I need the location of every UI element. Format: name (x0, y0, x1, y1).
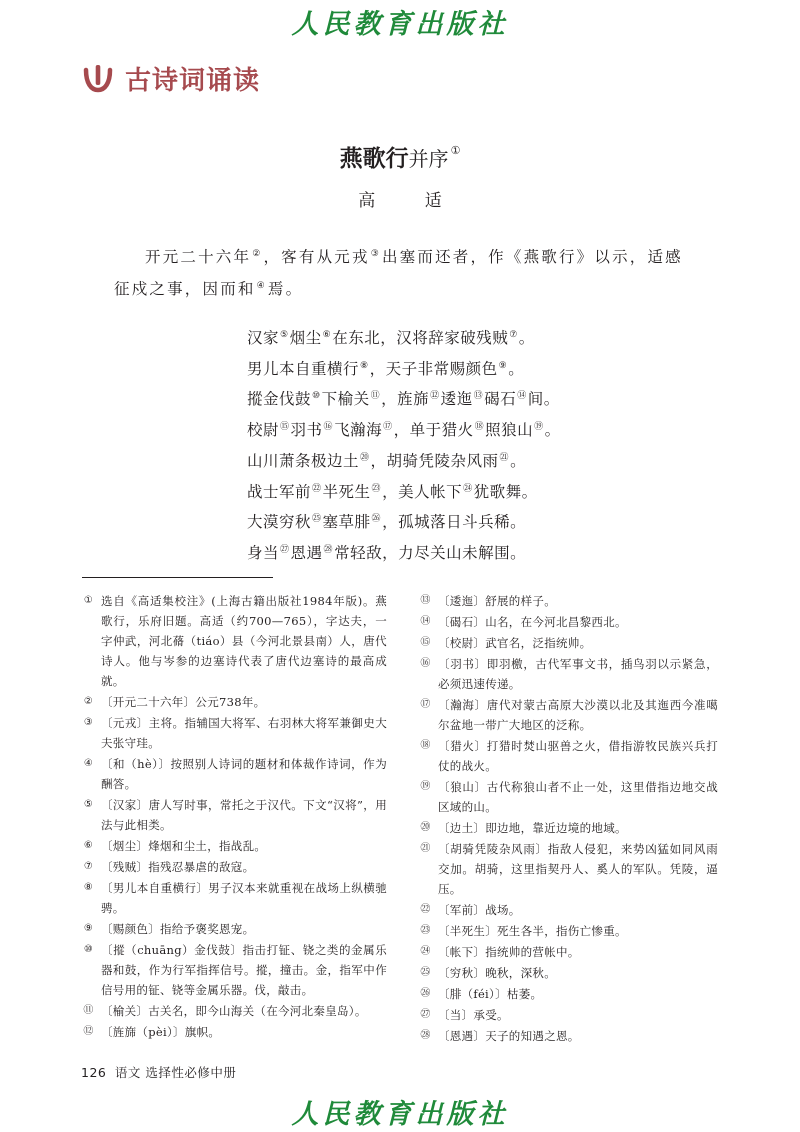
footnote-text: 〔旌旆（pèi）〕旗帜。 (101, 1025, 221, 1039)
footnote (418, 900, 718, 920)
footnote-text: 选自《高适集校注》(上海古籍出版社1984年版)。燕歌行，乐府旧题。高适（约700—765），字达夫，一字仲武，河北蓨（tiáo）县（今河北景县南）人，唐代诗人。他与岑参的边塞诗代表了唐代边塞诗的最高成就。 (101, 594, 387, 688)
text-segment: 碣石 (484, 390, 517, 409)
note-ref: ㉑ (499, 452, 510, 463)
text-segment: 间。 (527, 390, 560, 409)
footnote-text: 〔边土〕即边地，靠近边境的地域。 (438, 821, 627, 835)
note-ref: ⑩ (312, 391, 321, 402)
footnote-text: 〔胡骑凭陵杂风雨〕指敌人侵犯，来势凶猛如同风雨交加。胡骑，这里指契丹人、奚人的军队。凭陵，逼压。 (438, 842, 718, 896)
text-segment: ，旌旆 (381, 390, 430, 409)
section-title: 古诗词诵读 (125, 65, 261, 96)
text-segment: 校尉 (247, 421, 280, 440)
footnote-text: 〔半死生〕死生各半，指伤亡惨重。 (438, 924, 627, 938)
footnote (418, 695, 718, 735)
note-ref: ⑭ (517, 391, 527, 402)
text-segment: 汉家 (247, 329, 280, 347)
text-segment: 飞瀚海 (334, 421, 383, 440)
footnote (81, 919, 387, 939)
verse-line (247, 445, 561, 476)
footnote (81, 713, 387, 753)
text-segment: 犹歌舞。 (473, 482, 538, 501)
note-ref: ② (252, 249, 263, 259)
footnote (81, 836, 387, 856)
text-segment: 半死生 (322, 482, 371, 501)
text-segment: 焉。 (267, 280, 304, 298)
verse-line (247, 537, 561, 568)
section-header (81, 58, 260, 98)
footnote (418, 736, 718, 776)
footnote-text: 〔碣石〕山名，在今河北昌黎西北。 (438, 615, 627, 629)
footnote-number: ⑧ (83, 881, 94, 893)
footnote-text: 〔残贼〕指残忍暴虐的敌寇。 (101, 860, 255, 874)
footnote-text: 〔当〕承受。 (438, 1008, 509, 1022)
note-ref: ⑧ (360, 360, 369, 371)
section-book-icon (81, 61, 115, 95)
note-ref: ⑤ (280, 330, 289, 340)
text-segment: 逶迤 (440, 390, 473, 409)
note-ref: ㉕ (312, 514, 322, 525)
text-segment: 烟尘 (289, 329, 322, 347)
footnote-text: 〔逶迤〕舒展的样子。 (438, 594, 556, 608)
footnote-text: 〔瀚海〕唐代对蒙古高原大沙漠以北及其迤西今准噶尔盆地一带广大地区的泛称。 (438, 698, 718, 732)
poem-title-note-ref: ① (450, 144, 461, 157)
footnote-number: ⑤ (83, 798, 94, 810)
text-segment: 战士军前 (247, 482, 312, 501)
text-segment: 大漠穷秋 (247, 513, 312, 532)
note-ref: ⑦ (509, 330, 518, 340)
footnote-text: 〔狼山〕古代称狼山者不止一处，这里借指边地交战区域的山。 (438, 780, 718, 814)
footnote (81, 1022, 387, 1042)
footnote (418, 1005, 718, 1025)
footnote-text: 〔赐颜色〕指给予褒奖恩宠。 (101, 922, 255, 936)
text-segment: 身当 (247, 543, 280, 562)
poem-verses (247, 322, 561, 568)
text-segment: ，客有从元戎 (263, 248, 370, 266)
note-ref: ㉗ (280, 544, 290, 555)
footnote-number: ③ (83, 716, 94, 728)
footnote-number: ⑭ (420, 615, 431, 627)
footnote (418, 612, 718, 632)
text-segment: ，胡骑凭陵杂风雨 (370, 451, 499, 470)
poem-title (0, 136, 800, 174)
note-ref: ⑳ (360, 452, 370, 463)
note-ref: ⑬ (473, 391, 484, 402)
footnote-number: ㉔ (420, 945, 431, 957)
footnote-number: ① (83, 594, 94, 606)
footnote-number: ㉑ (420, 842, 431, 854)
text-segment: 山川萧条极边土 (247, 451, 360, 470)
footnote-text: 〔汉家〕唐人写时事，常托之于汉代。下文“汉将”，用法与此相类。 (101, 798, 387, 832)
footnote-text: 〔开元二十六年〕公元738年。 (101, 695, 266, 709)
note-ref: ⑫ (430, 391, 440, 402)
text-segment: 在东北，汉将辞家破残贼 (332, 329, 509, 347)
footnote (418, 963, 718, 983)
footnote-number: ㉓ (420, 924, 431, 936)
footnote-text: 〔穷秋〕晚秋，深秋。 (438, 966, 556, 980)
footnote-number: ⑪ (83, 1004, 94, 1016)
footnote (81, 754, 387, 794)
footnote (81, 1001, 387, 1021)
footnote-divider (82, 577, 273, 578)
footnote-text: 〔军前〕战场。 (438, 903, 521, 917)
page-footer (81, 1063, 236, 1081)
text-segment: 。 (544, 421, 561, 440)
note-ref: ㉔ (463, 483, 473, 494)
footnote-number: ㉕ (420, 966, 431, 978)
text-segment: 男儿本自重横行 (247, 359, 360, 378)
footnote (418, 921, 718, 941)
text-segment: 。 (518, 329, 535, 347)
verse-line (247, 506, 561, 537)
verse-line (247, 476, 561, 507)
footnote-number: ㉖ (420, 987, 431, 999)
text-segment: 开元二十六年 (145, 248, 252, 266)
footnote (418, 654, 718, 694)
text-segment: ，孤城落日斗兵稀。 (382, 513, 527, 532)
verse-line (247, 322, 561, 353)
note-ref: ⑰ (383, 422, 393, 433)
note-ref: ㉖ (371, 514, 382, 525)
footnote (81, 692, 387, 712)
book-name: 语文 选择性必修中册 (114, 1065, 237, 1080)
footnote-number: ⑱ (420, 739, 431, 751)
footnote-text: 〔腓（féi）〕枯萎。 (438, 987, 543, 1001)
footnote-number: ⑦ (83, 860, 94, 872)
text-segment: 羽书 (290, 421, 323, 440)
verse-line (247, 383, 561, 414)
text-segment: 摐金伐鼓 (247, 390, 312, 409)
footnote (81, 795, 387, 835)
poem-preface (114, 240, 694, 304)
footnote (418, 942, 718, 962)
footnote-number: ㉗ (420, 1008, 431, 1020)
text-segment: 常轻敌，力尽关山未解围。 (334, 543, 527, 562)
footnote-number: ㉘ (420, 1029, 431, 1041)
note-ref: ⑲ (534, 422, 544, 433)
footnote-number: ② (83, 695, 94, 707)
footnote (418, 1026, 718, 1046)
text-segment: 。 (508, 359, 525, 378)
note-ref: ⑯ (323, 422, 334, 433)
footnote-number: ⑰ (420, 698, 431, 710)
footnote (81, 878, 387, 918)
footnote (81, 591, 387, 691)
footnote-text: 〔男儿本自重横行〕男子汉本来就重视在战场上纵横驰骋。 (101, 881, 387, 915)
footnote-number: ⑮ (420, 636, 431, 648)
footnote-text: 〔恩遇〕天子的知遇之恩。 (438, 1029, 580, 1043)
verse-line (247, 353, 561, 384)
verse-line (247, 414, 561, 445)
footnote-number: ⑯ (420, 657, 431, 669)
footnote-text: 〔元戎〕主将。指辅国大将军、右羽林大将军兼御史大夫张守珪。 (101, 716, 387, 750)
text-segment: ，天子非常赐颜色 (369, 359, 498, 378)
footnote (418, 818, 718, 838)
footnote (81, 857, 387, 877)
note-ref: ⑮ (280, 422, 290, 433)
note-ref: ㉘ (323, 544, 334, 555)
footnotes-left-column (81, 591, 387, 1043)
note-ref: ⑨ (498, 360, 508, 371)
footnote-number: ⑥ (83, 839, 94, 851)
footnote-text: 〔羽书〕即羽檄，古代军事文书，插鸟羽以示紧急，必须迅速传递。 (438, 657, 718, 691)
footnote-number: ⑳ (420, 821, 431, 833)
text-segment: 出塞而还者，作《燕歌行》以示，适感征戍之事，因而和 (114, 248, 683, 298)
footnote-number: ⑬ (420, 594, 431, 606)
publisher-logo-top: 人民教育出版社 (291, 9, 509, 40)
poem-author: 高 适 (358, 191, 464, 211)
footnote-text: 〔烟尘〕烽烟和尘土，指战乱。 (101, 839, 267, 853)
note-ref: ㉒ (312, 483, 322, 494)
footnotes-right-column (418, 591, 718, 1047)
footnote (418, 777, 718, 817)
note-ref: ③ (370, 249, 381, 259)
page-number: 126 (81, 1065, 107, 1080)
footnote-text: 〔帐下〕指统帅的营帐中。 (438, 945, 580, 959)
footnote (81, 940, 387, 1000)
footnote (418, 984, 718, 1004)
footnote-number: ⑲ (420, 780, 431, 792)
text-segment: 照狼山 (485, 421, 534, 440)
footnote-text: 〔猎火〕打猎时焚山驱兽之火，借指游牧民族兴兵打仗的战火。 (438, 739, 718, 773)
footnote-text: 〔榆关〕古关名，即今山海关（在今河北秦皇岛）。 (101, 1004, 367, 1018)
footnote-number: ⑩ (83, 943, 94, 955)
footnote (418, 633, 718, 653)
footnote-text: 〔摐（chuāng）金伐鼓〕指击打钲、铙之类的金属乐器和鼓，作为行军指挥信号。摐，撞击。金，指军中作信号用的钲、铙等金属乐器。伐，敲击。 (101, 943, 387, 997)
footnote (418, 591, 718, 611)
text-segment: 下榆关 (321, 390, 370, 409)
note-ref: ㉓ (371, 483, 382, 494)
footnote-number: ⑫ (83, 1025, 94, 1037)
footnote-number: ④ (83, 757, 94, 769)
text-segment: 塞草腓 (322, 513, 371, 532)
note-ref: ④ (256, 281, 267, 291)
poem-title-sub: 并序 (408, 147, 449, 171)
publisher-logo-bottom: 人民教育出版社 (291, 1099, 509, 1130)
note-ref: ⑱ (474, 422, 485, 433)
note-ref: ⑥ (322, 330, 332, 340)
poem-title-main: 燕歌行 (339, 146, 409, 172)
footnote-number: ㉒ (420, 903, 431, 915)
footnote (418, 839, 718, 899)
footnote-text: 〔和（hè）〕按照别人诗词的题材和体裁作诗词，作为酬答。 (101, 757, 387, 791)
text-segment: ，美人帐下 (382, 482, 463, 501)
footnote-number: ⑨ (83, 922, 94, 934)
text-segment: 恩遇 (290, 543, 323, 562)
footnote-text: 〔校尉〕武官名，泛指统帅。 (438, 636, 592, 650)
note-ref: ⑪ (370, 391, 381, 402)
text-segment: 。 (510, 451, 527, 470)
text-segment: ，单于猎火 (393, 421, 474, 440)
